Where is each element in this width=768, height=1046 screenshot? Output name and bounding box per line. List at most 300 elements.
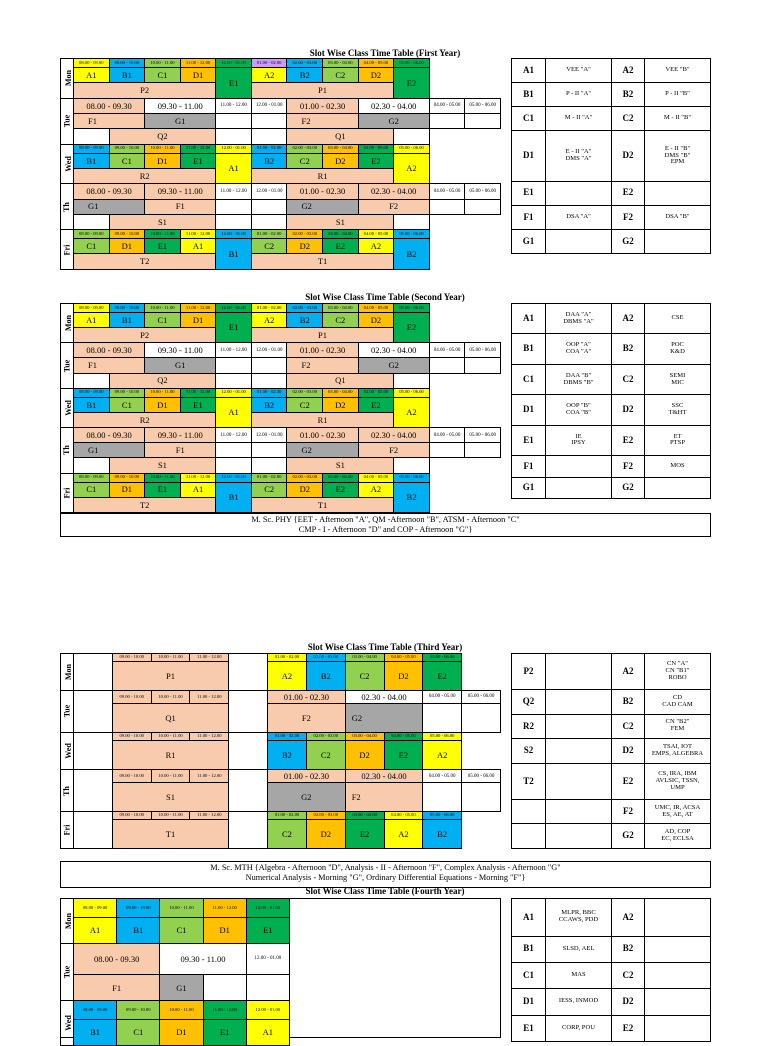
legend-key: C2 (612, 107, 645, 131)
legend-course: IESS, INMOD (546, 989, 612, 1015)
time-cell: 08.00 - 09.30 (74, 943, 160, 975)
legend-course: MOS (645, 456, 711, 477)
time-cell: 04.00 - 05.00 (429, 343, 465, 358)
legend-course: TSAI, IOT EMPS, ALGEBRA (645, 739, 711, 764)
time-cell: 02.00 - 03.00 (287, 144, 323, 153)
slot-cell: E1 (216, 68, 252, 99)
day-label: Wed (61, 1001, 74, 1046)
slot-cell: G2 (268, 783, 346, 812)
slot-cell: C1 (117, 1020, 160, 1046)
slot-cell: C1 (145, 68, 181, 83)
legend-course: SEMI MIC (645, 364, 711, 394)
slot-cell: F1 (74, 975, 160, 1001)
slot-cell: E2 (323, 482, 359, 497)
time-cell: 11.00 - 12.00 (190, 733, 229, 741)
time-cell: 04.00 - 05.00 (358, 230, 394, 239)
time-cell: 11.00 - 12.00 (180, 230, 216, 239)
legend-key: A2 (612, 304, 645, 334)
time-cell: 12.00 - 01.00 (216, 304, 252, 313)
slot-cell: F1 (74, 113, 145, 128)
slot-cell: D1 (109, 482, 145, 497)
slot-cell: S1 (109, 458, 216, 473)
legend-course: M - II "A" (546, 107, 612, 131)
time-cell: 01.00 - 02.00 (251, 473, 287, 482)
time-cell: 09.30 - 11.00 (145, 184, 216, 199)
legend-course: SSC T&HT (645, 395, 711, 425)
legend-key: A2 (612, 899, 645, 937)
legend-course: DAA "B" DBMS "B" (546, 364, 612, 394)
time-cell: 12.00 - 01.00 (246, 943, 289, 975)
time-cell: 02.00 - 03.00 (306, 812, 345, 820)
time-cell: 05.00 - 06.00 (465, 428, 501, 443)
legend-course (645, 229, 711, 253)
time-cell: 05.00 - 06.00 (394, 473, 430, 482)
fourth-year-title: Slot Wise Class Time Table (Fourth Year) (305, 886, 465, 896)
legend-course: P - II "B" (645, 83, 711, 107)
legend-key: C2 (612, 962, 645, 988)
time-cell: 01.00 - 02.30 (287, 98, 358, 113)
time-cell: 11.00 - 12.00 (180, 304, 216, 313)
slot-cell: D1 (109, 239, 145, 254)
time-cell: 01.00 - 02.30 (287, 343, 358, 358)
legend-course: CN "B2" FEM (645, 714, 711, 739)
time-cell: 12.00 - 01.00 (216, 59, 252, 68)
time-cell: 05.00 - 06.00 (423, 812, 462, 820)
time-cell: 12.00 - 01.00 (216, 388, 252, 397)
slot-cell: C2 (323, 312, 359, 327)
legend-course: CN "A" CN "B1" ROBO (645, 654, 711, 690)
day-label: Wed (61, 733, 74, 770)
day-label: Mon (61, 59, 74, 99)
slot-cell: E2 (358, 153, 394, 168)
legend-course: OOP "A" COA "A" (546, 334, 612, 364)
slot-cell: A1 (180, 239, 216, 254)
slot-cell: E1 (246, 917, 289, 943)
time-cell: 09.00 - 10.00 (117, 899, 160, 918)
slot-cell: F2 (345, 783, 423, 812)
slot-cell: B2 (251, 397, 287, 412)
legend-key: F2 (612, 799, 645, 824)
slot-cell: G2 (345, 704, 423, 733)
legend-course: M - II "B" (645, 107, 711, 131)
time-cell: 02.30 - 04.00 (358, 184, 429, 199)
legend-course (546, 739, 612, 764)
slot-cell: D1 (203, 917, 246, 943)
time-cell: 10.00 - 11.00 (151, 654, 190, 662)
slot-cell: C1 (109, 397, 145, 412)
time-cell: 04.00 - 05.00 (429, 184, 465, 199)
time-cell: 08.00 - 09.00 (74, 230, 110, 239)
slot-cell: R1 (251, 412, 393, 427)
slot-cell: S1 (287, 214, 394, 229)
slot-cell: A1 (74, 68, 110, 83)
time-cell: 02.00 - 03.00 (306, 733, 345, 741)
legend-course (645, 477, 711, 498)
note-line: CMP - I - Afternoon "D" and COP - Afternoon "G"} (298, 524, 473, 534)
legend-key: D1 (512, 131, 546, 181)
time-cell: 02.00 - 03.00 (287, 59, 323, 68)
slot-cell: B1 (74, 1020, 117, 1046)
slot-cell: C1 (145, 312, 181, 327)
slot-cell: B2 (287, 312, 323, 327)
time-cell: 04.00 - 05.00 (358, 144, 394, 153)
legend-course: CD CAD CAM (645, 690, 711, 715)
time-cell: 05.00 - 06.00 (465, 184, 501, 199)
slot-cell: C1 (74, 239, 110, 254)
time-cell: 05.00 - 06.00 (394, 304, 430, 313)
time-cell: 11.00 - 12.00 (180, 473, 216, 482)
second-year-note (60, 513, 711, 537)
day-label: Mon (61, 899, 74, 944)
slot-cell: E1 (145, 239, 181, 254)
legend-course: AD, COP EC, ECLSA (645, 824, 711, 849)
note-line: Numerical Analysis - Morning "G", Ordinary Differential Equations - Morning "F"} (245, 872, 526, 882)
time-cell: 01.00 - 02.30 (268, 769, 346, 782)
slot-cell: Q1 (287, 129, 394, 144)
slot-cell: C1 (160, 917, 203, 943)
slot-cell: F2 (358, 443, 429, 458)
time-cell: 11.00 - 12.00 (203, 1001, 246, 1020)
legend-key: D1 (512, 395, 546, 425)
legend-course: CORP, POU (546, 1015, 612, 1041)
slot-cell: B1 (109, 312, 145, 327)
time-cell: 08.00 - 09.00 (74, 144, 110, 153)
time-cell: 08.00 - 09.30 (74, 343, 145, 358)
legend-course (645, 962, 711, 988)
slot-cell: C1 (109, 153, 145, 168)
legend-key: E1 (512, 1015, 546, 1041)
slot-cell: D2 (306, 820, 345, 849)
time-cell: 01.00 - 02.00 (251, 144, 287, 153)
time-cell: 09.00 - 10.00 (109, 473, 145, 482)
legend-key: F1 (512, 205, 546, 229)
slot-cell: T1 (251, 254, 393, 270)
time-cell: 08.00 - 09.00 (74, 59, 110, 68)
slot-cell: D2 (384, 661, 423, 690)
slot-cell: B2 (423, 820, 462, 849)
slot-cell: C2 (251, 239, 287, 254)
slot-cell: A2 (394, 153, 430, 184)
time-cell: 03.00 - 04.00 (323, 144, 359, 153)
slot-cell: G2 (358, 358, 429, 373)
legend-key: E1 (512, 425, 546, 455)
slot-cell: P2 (74, 83, 216, 98)
time-cell: 11.00 - 12.00 (216, 428, 252, 443)
slot-cell: C1 (74, 482, 110, 497)
slot-cell: A1 (74, 312, 110, 327)
slot-cell: E2 (384, 740, 423, 769)
slot-cell: A1 (246, 1020, 289, 1046)
time-cell: 09.00 - 10.00 (112, 769, 151, 782)
time-cell: 11.00 - 12.00 (180, 144, 216, 153)
time-cell: 04.00 - 05.00 (429, 428, 465, 443)
time-cell: 11.00 - 12.00 (180, 59, 216, 68)
time-cell: 03.00 - 04.00 (345, 733, 384, 741)
slot-cell: A1 (216, 153, 252, 184)
legend-key: B2 (612, 334, 645, 364)
legend-key: D2 (612, 395, 645, 425)
slot-cell: A2 (358, 482, 394, 497)
day-label: Fri (61, 230, 74, 270)
legend-key: D2 (612, 739, 645, 764)
legend-key: Q2 (512, 690, 546, 715)
fourth-year-legend (511, 898, 711, 1042)
legend-course: OOP "B" COA "B" (546, 395, 612, 425)
slot-cell: E2 (394, 68, 430, 99)
slot-cell: C2 (323, 68, 359, 83)
legend-key: E2 (612, 1015, 645, 1041)
legend-key: A1 (512, 59, 546, 83)
legend-course (645, 936, 711, 962)
time-cell: 09.00 - 10.00 (112, 812, 151, 820)
time-cell: 03.00 - 04.00 (323, 230, 359, 239)
legend-key: S2 (512, 739, 546, 764)
day-label: Mon (61, 304, 74, 343)
slot-cell: D1 (160, 1020, 203, 1046)
legend-key: G2 (612, 824, 645, 849)
time-cell: 04.00 - 05.00 (384, 733, 423, 741)
time-cell: 10.00 - 11.00 (145, 144, 181, 153)
slot-cell: F2 (287, 113, 358, 128)
legend-course (546, 477, 612, 498)
slot-cell: E2 (423, 661, 462, 690)
legend-key: G2 (612, 229, 645, 253)
time-cell: 11.00 - 12.00 (216, 184, 252, 199)
legend-course: VEE "B" (645, 59, 711, 83)
slot-cell: T1 (112, 820, 228, 849)
time-cell: 01.00 - 02.00 (251, 230, 287, 239)
slot-cell: F1 (74, 358, 145, 373)
note-line: M. Sc. MTH {Algebra - Afternoon "D", Analysis - II - Afternoon "F", Complex Analysis - Afternoon "G" (210, 863, 561, 872)
time-cell: 05.00 - 06.00 (394, 144, 430, 153)
time-cell: 11.00 - 12.00 (216, 343, 252, 358)
slot-cell: C2 (345, 661, 384, 690)
time-cell: 01.00 - 02.00 (251, 59, 287, 68)
slot-cell: A2 (394, 397, 430, 427)
time-cell: 08.00 - 09.00 (74, 1001, 117, 1020)
time-cell: 10.00 - 11.00 (145, 388, 181, 397)
slot-cell: A1 (74, 917, 117, 943)
time-cell: 10.00 - 11.00 (145, 304, 181, 313)
slot-cell: A2 (251, 68, 287, 83)
legend-key: C2 (612, 364, 645, 394)
note-line: M. Sc. PHY {EET - Afternoon "A", QM -Afternoon "B", ATSM - Afternoon "C" (251, 515, 520, 524)
legend-key: B1 (512, 83, 546, 107)
slot-cell: P1 (112, 661, 228, 690)
time-cell: 01.00 - 02.00 (251, 304, 287, 313)
legend-key: T2 (512, 763, 546, 799)
time-cell: 10.00 - 11.00 (160, 1001, 203, 1020)
legend-course: DSA "A" (546, 205, 612, 229)
time-cell: 12.00 - 01.00 (251, 184, 287, 199)
time-cell: 02.30 - 04.00 (358, 343, 429, 358)
slot-cell: D1 (180, 312, 216, 327)
time-cell: 08.00 - 09.00 (74, 899, 117, 918)
legend-course: E - II "A" DMS "A" (546, 131, 612, 181)
slot-cell: D2 (358, 312, 394, 327)
time-cell: 01.00 - 02.30 (287, 428, 358, 443)
time-cell: 09.30 - 11.00 (145, 343, 216, 358)
slot-cell: R2 (74, 168, 216, 183)
legend-key: E2 (612, 763, 645, 799)
legend-course (645, 899, 711, 937)
slot-cell: A1 (180, 482, 216, 497)
time-cell: 04.00 - 05.00 (358, 59, 394, 68)
time-cell: 03.00 - 04.00 (345, 812, 384, 820)
slot-cell: T1 (251, 497, 393, 512)
day-label: Th (61, 428, 74, 474)
third-year-title: Slot Wise Class Time Table (Third Year) (307, 642, 463, 652)
slot-cell: C2 (251, 482, 287, 497)
time-cell: 05.00 - 06.00 (423, 733, 462, 741)
legend-course (645, 181, 711, 205)
slot-cell: D2 (323, 397, 359, 412)
slot-cell: B2 (251, 153, 287, 168)
time-cell: 05.00 - 06.00 (394, 59, 430, 68)
time-cell: 10.00 - 11.00 (151, 769, 190, 782)
legend-course: POC K&D (645, 334, 711, 364)
slot-cell: Q2 (109, 373, 216, 388)
slot-cell: G2 (287, 443, 358, 458)
time-cell: 11.00 - 12.00 (203, 899, 246, 918)
legend-course: DSA "B" (645, 205, 711, 229)
time-cell: 09.00 - 10.00 (109, 304, 145, 313)
legend-key: E1 (512, 181, 546, 205)
slot-cell: E1 (180, 153, 216, 168)
slot-cell: B1 (74, 153, 110, 168)
time-cell: 12.00 - 01.00 (216, 473, 252, 482)
day-label: Wed (61, 144, 74, 184)
slot-cell: F2 (358, 199, 429, 214)
legend-key: A2 (612, 654, 645, 690)
legend-key: F2 (612, 205, 645, 229)
time-cell: 02.30 - 04.00 (345, 690, 423, 703)
time-cell: 11.00 - 12.00 (216, 98, 252, 113)
legend-key: F2 (612, 456, 645, 477)
time-cell: 10.00 - 11.00 (145, 473, 181, 482)
legend-course (645, 1015, 711, 1041)
time-cell: 03.00 - 04.00 (323, 304, 359, 313)
time-cell: 11.00 - 12.00 (180, 388, 216, 397)
slot-cell: S1 (287, 458, 394, 473)
second-year-legend (511, 303, 711, 499)
slot-cell: P1 (251, 328, 393, 343)
time-cell: 01.00 - 02.30 (287, 184, 358, 199)
time-cell: 02.30 - 04.00 (358, 428, 429, 443)
slot-cell: D1 (145, 397, 181, 412)
legend-key: A1 (512, 304, 546, 334)
time-cell: 11.00 - 12.00 (190, 654, 229, 662)
legend-course (546, 763, 612, 799)
time-cell: 02.00 - 03.00 (306, 654, 345, 662)
legend-course: DAA "A" DBMS "A" (546, 304, 612, 334)
legend-course: UMC, IR, ACSA ES, AE, AT (645, 799, 711, 824)
legend-key: E2 (612, 181, 645, 205)
slot-cell: E2 (323, 239, 359, 254)
slot-cell: R1 (112, 740, 228, 769)
slot-cell: D2 (287, 239, 323, 254)
time-cell: 12.00 - 01.00 (251, 343, 287, 358)
time-cell: 12.00 - 01.00 (246, 1001, 289, 1020)
time-cell: 03.00 - 04.00 (323, 59, 359, 68)
slot-cell: P2 (74, 328, 216, 343)
legend-course: SLSD, AEL (546, 936, 612, 962)
slot-cell: G2 (358, 113, 429, 128)
slot-cell: F1 (145, 199, 216, 214)
time-cell: 10.00 - 11.00 (145, 230, 181, 239)
slot-cell: A2 (268, 661, 307, 690)
legend-course (546, 229, 612, 253)
slot-cell: D2 (358, 68, 394, 83)
slot-cell: G1 (74, 199, 145, 214)
second-year-timetable (60, 303, 501, 513)
time-cell: 09.30 - 11.00 (145, 428, 216, 443)
time-cell: 12.00 - 01.00 (216, 144, 252, 153)
time-cell: 08.00 - 09.00 (74, 473, 110, 482)
day-label: Th (61, 184, 74, 230)
time-cell: 04.00 - 05.00 (384, 812, 423, 820)
slot-cell: C2 (287, 397, 323, 412)
legend-course (546, 654, 612, 690)
time-cell: 09.00 - 10.00 (112, 654, 151, 662)
time-cell: 01.00 - 02.00 (268, 812, 307, 820)
time-cell: 02.00 - 03.00 (287, 230, 323, 239)
time-cell: 04.00 - 05.00 (423, 769, 462, 782)
legend-course: P - II "A" (546, 83, 612, 107)
slot-cell: F2 (287, 358, 358, 373)
slot-cell: G1 (145, 113, 216, 128)
slot-cell: E2 (345, 820, 384, 849)
legend-course (645, 989, 711, 1015)
legend-course (546, 456, 612, 477)
slot-cell: B1 (216, 239, 252, 270)
time-cell: 10.00 - 11.00 (145, 59, 181, 68)
legend-key: G2 (612, 477, 645, 498)
time-cell: 12.00 - 01.00 (251, 428, 287, 443)
day-label: Wed (61, 388, 74, 427)
legend-key: C1 (512, 364, 546, 394)
day-label: Tue (61, 943, 74, 1001)
time-cell: 02.00 - 03.00 (287, 388, 323, 397)
time-cell: 10.00 - 11.00 (160, 899, 203, 918)
time-cell: 04.00 - 05.00 (358, 473, 394, 482)
first-year-timetable (60, 58, 501, 270)
slot-cell: C2 (268, 820, 307, 849)
legend-course: CS, IRA, IBM AVLSIC, TSSN, UMP (645, 763, 711, 799)
slot-cell: F1 (145, 443, 216, 458)
slot-cell: D2 (345, 740, 384, 769)
slot-cell: B1 (117, 917, 160, 943)
legend-course: VEE "A" (546, 59, 612, 83)
legend-course: MLPR, BBC CCAWS, PDD (546, 899, 612, 937)
first-year-title: Slot Wise Class Time Table (First Year) (309, 48, 461, 58)
slot-cell: E1 (216, 312, 252, 342)
legend-key: D1 (512, 989, 546, 1015)
time-cell: 10.00 - 11.00 (151, 733, 190, 741)
legend-key: C1 (512, 107, 546, 131)
slot-cell: G1 (74, 443, 145, 458)
legend-key: B1 (512, 936, 546, 962)
legend-key: A1 (512, 899, 546, 937)
slot-cell: C2 (306, 740, 345, 769)
third-year-timetable (60, 653, 501, 849)
time-cell: 08.00 - 09.00 (74, 388, 110, 397)
time-cell: 04.00 - 05.00 (384, 654, 423, 662)
time-cell: 11.00 - 12.00 (190, 769, 229, 782)
slot-cell: E1 (145, 482, 181, 497)
time-cell: 01.00 - 02.30 (268, 690, 346, 703)
legend-key: C1 (512, 962, 546, 988)
